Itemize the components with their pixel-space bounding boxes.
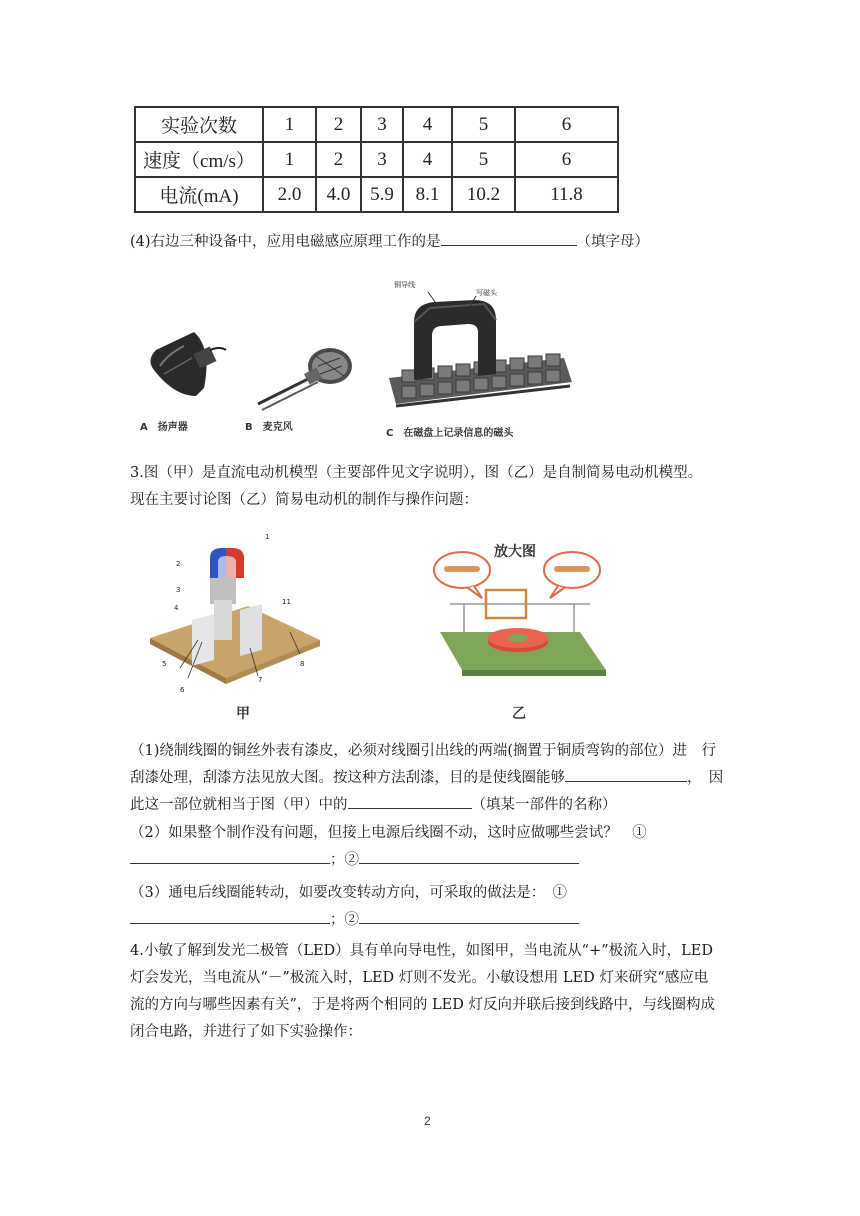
question-text: 现在主要讨论图（乙）简易电动机的制作与操作问题：: [130, 492, 478, 508]
question-3-2: [130, 820, 647, 874]
question-text: 闭合电路，并进行了如下实验操作：: [130, 1024, 362, 1040]
question-3-intro: [130, 460, 702, 514]
question-text: 此这一部位就相当于图（甲）中的: [130, 797, 348, 813]
table-cell: 6: [515, 142, 618, 177]
table-cell: 3: [361, 107, 403, 142]
table-cell: 11.8: [515, 177, 618, 212]
part-label-6: 6: [180, 686, 185, 694]
page-number: 2: [424, 1114, 431, 1128]
figure-jia-label: 甲: [236, 706, 250, 722]
table-cell: 2.0: [263, 177, 316, 212]
question-text: （填字母）: [576, 234, 650, 250]
table-row: [135, 142, 618, 177]
table-header-cell: 速度（cm/s）: [135, 142, 263, 177]
figure-yi-label: 乙: [512, 706, 526, 722]
experiment-table: [134, 106, 619, 213]
question-line: [130, 792, 723, 819]
table-cell: 5: [452, 107, 515, 142]
answer-blank: [359, 907, 579, 924]
table-header-cell: 电流(mA): [135, 177, 263, 212]
table-cell: 2: [316, 142, 361, 177]
table-row: [135, 177, 618, 212]
table-cell: 4.0: [316, 177, 361, 212]
device-c-caption: C 在磁盘上记录信息的磁头: [386, 428, 514, 439]
table-cell: 4: [403, 142, 452, 177]
table-row: [135, 107, 618, 142]
enlarged-view-label: 放大图: [494, 544, 536, 560]
question-text: （填某一部件的名称）: [471, 797, 617, 813]
part-label-11: 11: [282, 598, 291, 606]
answer-blank: [130, 847, 330, 864]
question-text: （2）如果整个制作没有问题，但接上电源后线圈不动，这时应做哪些尝试？ ①: [130, 825, 647, 841]
answer-blank: [359, 847, 579, 864]
table-cell: 5: [452, 142, 515, 177]
table-cell: 2: [316, 107, 361, 142]
question-text: 3.图（甲）是直流电动机模型（主要部件见文字说明），图（乙）是自制简易电动机模型。: [130, 465, 703, 481]
answer-blank: [441, 229, 577, 246]
table-header-cell: 实验次数: [135, 107, 263, 142]
simple-motor-figure: [430, 540, 610, 700]
table-cell: 3: [361, 142, 403, 177]
speaker-image: [150, 332, 226, 396]
devices-figure: [134, 270, 574, 440]
question-3-3: [130, 880, 579, 934]
question-4: [130, 938, 715, 1046]
question-4-line: [130, 229, 649, 256]
part-label-2: 2: [176, 560, 181, 568]
copper-wire-label: 铜导线: [394, 281, 415, 289]
question-text: （3）通电后线圈能转动，如要改变转动方向，可采取的做法是： ①: [130, 885, 567, 901]
part-label-1: 1: [265, 533, 270, 541]
table-cell: 5.9: [361, 177, 403, 212]
answer-blank: [565, 765, 687, 782]
part-label-8: 8: [300, 660, 305, 668]
answer-blank: [130, 907, 330, 924]
dc-motor-model-figure: [140, 528, 330, 698]
part-label-4: 4: [174, 604, 179, 612]
question-text: （1)绕制线圈的铜丝外表有漆皮，必须对线圈引出线的两端(搁置于铜质弯钩的部位）进 行: [130, 743, 717, 759]
table-cell: 8.1: [403, 177, 452, 212]
question-text: (4)右边三种设备中，应用电磁感应原理工作的是: [130, 234, 441, 250]
question-text: ；②: [330, 912, 359, 928]
device-b-caption: B 麦克风: [245, 422, 293, 433]
table-cell: 4: [403, 107, 452, 142]
part-label-3: 3: [176, 586, 181, 594]
table-cell: 1: [263, 142, 316, 177]
question-text: 刮漆处理，刮漆方法见放大图。按这种方法刮漆，目的是使线圈能够: [130, 770, 565, 786]
device-a-caption: A 扬声器: [140, 422, 188, 433]
write-head-label: 写磁头: [476, 289, 497, 297]
question-text: 灯会发光，当电流从“－”极流入时，LED 灯则不发光。小敏设想用 LED 灯来研究“感应电: [130, 970, 709, 986]
answer-blank: [348, 792, 472, 809]
question-line: [130, 907, 579, 934]
question-text: 流的方向与哪些因素有关”，于是将两个相同的 LED 灯反向并联后接到线路中，与线圈构成: [130, 997, 715, 1013]
question-line: [130, 765, 723, 792]
disk-head-image: [389, 292, 572, 406]
question-text: 4.小敏了解到发光二极管（LED）具有单向导电性，如图甲，当电流从“+”极流入时，LED: [130, 943, 713, 959]
table-cell: 6: [515, 107, 618, 142]
part-label-5: 5: [162, 660, 167, 668]
question-text: ， 因: [687, 770, 724, 786]
question-3-1: [130, 738, 723, 819]
question-text: ；②: [330, 852, 359, 868]
part-label-7: 7: [258, 676, 263, 684]
table-cell: 10.2: [452, 177, 515, 212]
microphone-image: [258, 348, 352, 410]
question-line: [130, 847, 647, 874]
table-cell: 1: [263, 107, 316, 142]
